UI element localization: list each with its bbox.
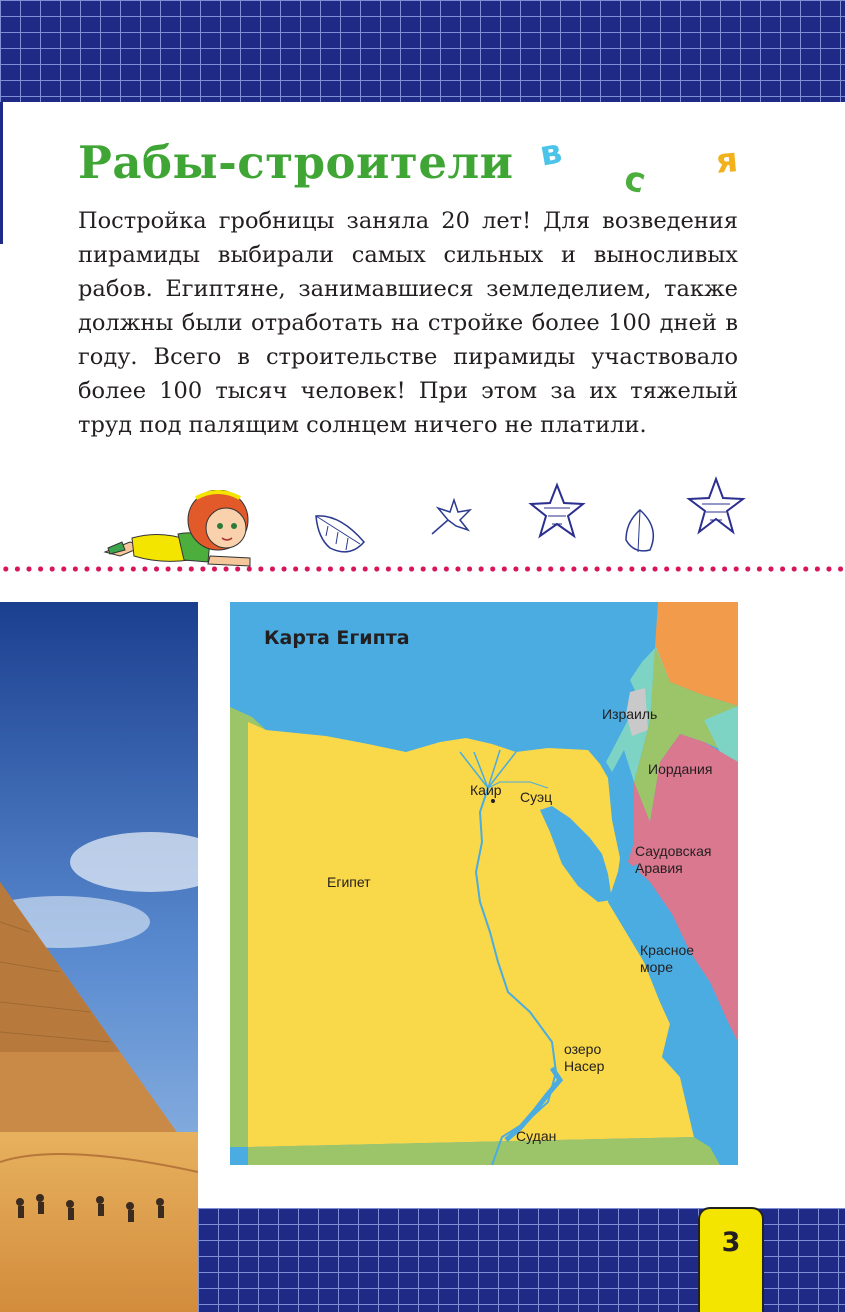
map-title: Карта Египта bbox=[264, 627, 410, 649]
map-label-saudi-1: Саудовская bbox=[635, 843, 712, 859]
decor-letter-s: с bbox=[620, 158, 650, 202]
map-label-saudi-2: Аравия bbox=[635, 860, 683, 876]
star-icon bbox=[528, 482, 586, 540]
map-label-jordan: Иордания bbox=[648, 761, 713, 777]
map-label-cairo: Каир bbox=[470, 782, 502, 798]
top-grid-band bbox=[0, 0, 845, 102]
pyramid-photo bbox=[0, 602, 198, 1312]
page-title: Рабы-строители bbox=[78, 136, 514, 189]
dotted-separator bbox=[0, 566, 845, 572]
map-label-nasser-1: озеро bbox=[564, 1041, 602, 1057]
map-label-red-sea-1: Красное bbox=[640, 942, 695, 958]
star-icon-2 bbox=[686, 476, 746, 536]
leaf-icon bbox=[310, 512, 370, 562]
girl-illustration bbox=[100, 490, 260, 570]
map-label-red-sea-2: море bbox=[640, 959, 673, 975]
decor-letter-v: в bbox=[536, 131, 565, 175]
map-label-suez: Суэц bbox=[520, 789, 553, 805]
page-number: 3 bbox=[721, 1227, 741, 1258]
map-label-israel: Израиль bbox=[602, 706, 658, 722]
map-label-egypt: Египет bbox=[327, 874, 371, 890]
map-label-nasser-2: Насер bbox=[564, 1058, 605, 1074]
page-number-tab bbox=[698, 1207, 764, 1312]
leaf-small-icon bbox=[620, 508, 660, 556]
map-cairo-marker bbox=[491, 799, 495, 803]
maple-leaf-icon bbox=[428, 498, 472, 538]
map-label-sudan: Судан bbox=[516, 1128, 557, 1144]
egypt-map bbox=[230, 602, 738, 1165]
decor-letter-ya: я bbox=[714, 140, 740, 182]
left-border-strip bbox=[0, 102, 3, 244]
body-paragraph: Постройка гробницы заняла 20 лет! Для возведения пирамиды выбирали самых сильных и выносливых рабов. Египтяне, занимавшиеся земледелием, также должны были отработать на стройке более 100 дней в году. Всего в строительстве пирамиды участвовало более 100 тысяч человек! При этом за их тяжелый труд под палящим солнцем ничего не платили. bbox=[78, 208, 738, 438]
